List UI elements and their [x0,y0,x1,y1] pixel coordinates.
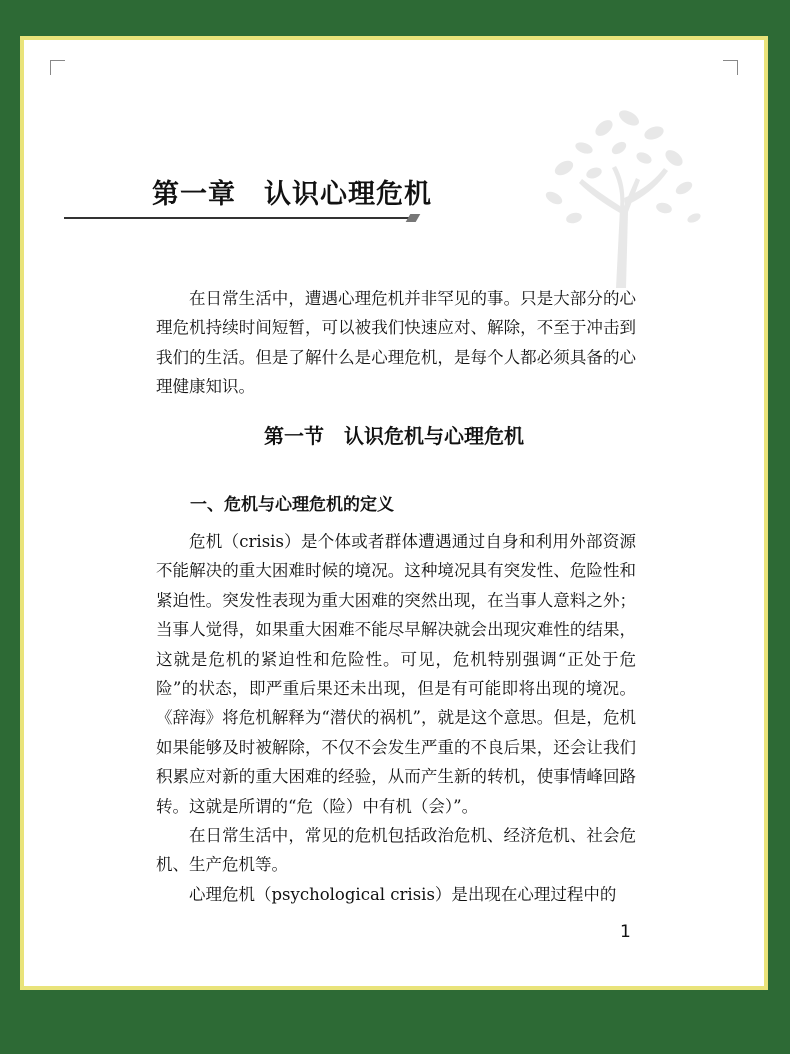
page-number: 1 [620,922,631,942]
body-paragraph-1: 危机（crisis）是个体或者群体遭遇通过自身和利用外部资源不能解决的重大困难时候的境况。这种境况具有突发性、危险性和紧迫性。突发性表现为重大困难的突然出现，在当事人意料之外；当事人觉得，如果重大困难不能尽早解决就会出现灾难性的结果，这就是危机的紧迫性和危险性。可见，危机特别强调“正处于危险”的状态，即严重后果还未出现，但是有可能即将出现的境况。《辞海》将危机解释为“潜伏的祸机”，就是这个意思。但是，危机如果能够及时被解除，不仅不会发生严重的不良后果，还会让我们积累应对新的重大困难的经验，从而产生新的转机，使事情峰回路转。这就是所谓的“危（险）中有机（会）”。 [156,532,636,816]
body-paragraph-3: 心理危机（psychological crisis）是出现在心理过程中的 [189,885,617,904]
crop-mark-top-right [723,60,738,75]
chapter-title-rule [64,217,414,219]
book-page [24,40,764,986]
intro-paragraph: 在日常生活中，遭遇心理危机并非罕见的事。只是大部分的心理危机持续时间短暂，可以被我们快速应对、解除，不至于冲击到我们的生活。但是了解什么是心理危机，是每个人都必须具备的心理健康知识。 [156,289,636,397]
section-title: 第一节 认识危机与心理危机 [264,424,524,448]
crop-mark-top-left [50,60,65,75]
chapter-title: 第一章 认识心理危机 [152,179,432,210]
body-paragraph-2: 在日常生活中，常见的危机包括政治危机、经济危机、社会危机、生产危机等。 [156,826,636,875]
subsection-title: 一、危机与心理危机的定义 [190,495,394,515]
chapter-title-rule-end [406,214,421,222]
tree-watermark-icon [524,88,714,288]
